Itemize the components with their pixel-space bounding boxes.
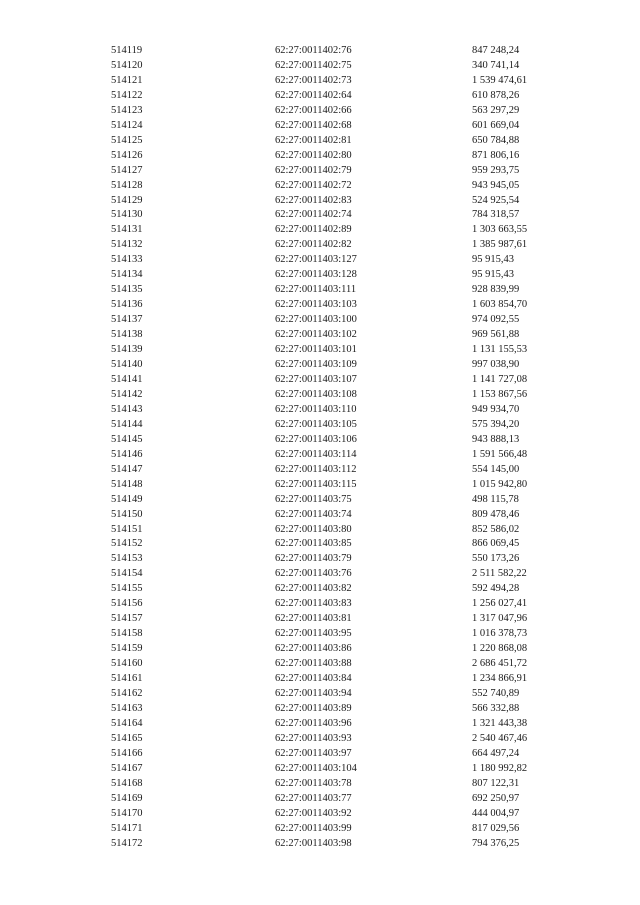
table-row <box>0 358 640 373</box>
table-row <box>0 283 640 298</box>
row-number: 514140 <box>111 359 143 371</box>
cadastral-value: 2 511 582,22 <box>472 568 527 580</box>
cadastral-value: 566 332,88 <box>472 702 520 714</box>
cadastral-value: 444 004,97 <box>472 807 520 819</box>
cadastral-number: 62:27:0011403:89 <box>275 702 352 714</box>
cadastral-number: 62:27:0011402:68 <box>275 119 352 131</box>
cadastral-value: 943 888,13 <box>472 433 520 445</box>
row-number: 514151 <box>111 523 143 535</box>
cadastral-value: 554 145,00 <box>472 463 520 475</box>
table-row <box>0 298 640 313</box>
cadastral-number: 62:27:0011403:106 <box>275 433 357 445</box>
table-row <box>0 313 640 328</box>
cadastral-value: 1 015 942,80 <box>472 478 528 490</box>
row-number: 514139 <box>111 344 143 356</box>
cadastral-value: 1 131 155,53 <box>472 344 528 356</box>
row-number: 514145 <box>111 433 143 445</box>
table-row <box>0 238 640 253</box>
cadastral-number: 62:27:0011402:64 <box>275 89 352 101</box>
cadastral-value: 1 321 443,38 <box>472 717 528 729</box>
cadastral-value: 575 394,20 <box>472 418 520 430</box>
table-row <box>0 388 640 403</box>
table-row <box>0 373 640 388</box>
table-row <box>0 194 640 209</box>
cadastral-number: 62:27:0011403:78 <box>275 777 352 789</box>
table-row <box>0 537 640 552</box>
cadastral-number: 62:27:0011402:73 <box>275 74 352 86</box>
cadastral-number: 62:27:0011403:115 <box>275 478 357 490</box>
table-row <box>0 448 640 463</box>
row-number: 514119 <box>111 45 143 56</box>
data-table <box>0 44 640 851</box>
cadastral-value: 610 878,26 <box>472 89 520 101</box>
table-row <box>0 642 640 657</box>
cadastral-value: 969 561,88 <box>472 329 520 341</box>
row-number: 514171 <box>111 822 143 834</box>
row-number: 514162 <box>111 687 143 699</box>
row-number: 514121 <box>111 74 143 86</box>
cadastral-value: 563 297,29 <box>472 104 520 116</box>
table-row <box>0 134 640 149</box>
cadastral-number: 62:27:0011403:104 <box>275 762 357 774</box>
table-row <box>0 822 640 837</box>
table-row <box>0 328 640 343</box>
row-number: 514144 <box>111 418 143 430</box>
cadastral-number: 62:27:0011403:76 <box>275 568 352 580</box>
cadastral-value: 550 173,26 <box>472 553 520 565</box>
cadastral-value: 866 069,45 <box>472 538 520 550</box>
cadastral-value: 943 945,05 <box>472 179 520 191</box>
cadastral-number: 62:27:0011403:75 <box>275 493 352 505</box>
cadastral-value: 1 256 027,41 <box>472 598 528 610</box>
cadastral-value: 1 016 378,73 <box>472 628 528 640</box>
cadastral-value: 650 784,88 <box>472 134 520 146</box>
row-number: 514154 <box>111 568 143 580</box>
cadastral-value: 95 915,43 <box>472 269 514 281</box>
table-row <box>0 149 640 164</box>
table-row <box>0 463 640 478</box>
table-row <box>0 343 640 358</box>
cadastral-number: 62:27:0011403:105 <box>275 418 357 430</box>
cadastral-number: 62:27:0011403:128 <box>275 269 357 281</box>
cadastral-number: 62:27:0011402:83 <box>275 194 352 206</box>
cadastral-number: 62:27:0011403:93 <box>275 732 352 744</box>
cadastral-number: 62:27:0011403:102 <box>275 329 357 341</box>
cadastral-value: 784 318,57 <box>472 209 520 221</box>
cadastral-number: 62:27:0011403:92 <box>275 807 352 819</box>
table-row <box>0 164 640 179</box>
cadastral-number: 62:27:0011403:86 <box>275 643 352 655</box>
row-number: 514150 <box>111 508 143 520</box>
row-number: 514163 <box>111 702 143 714</box>
cadastral-number: 62:27:0011403:79 <box>275 553 352 565</box>
table-row <box>0 597 640 612</box>
cadastral-value: 949 934,70 <box>472 403 520 415</box>
table-row <box>0 807 640 822</box>
cadastral-value: 1 234 866,91 <box>472 673 528 685</box>
cadastral-number: 62:27:0011403:88 <box>275 658 352 670</box>
cadastral-value: 1 317 047,96 <box>472 613 528 625</box>
row-number: 514137 <box>111 314 143 326</box>
cadastral-value: 592 494,28 <box>472 583 520 595</box>
cadastral-number: 62:27:0011402:66 <box>275 104 352 116</box>
table-row <box>0 747 640 762</box>
row-number: 514166 <box>111 747 143 759</box>
cadastral-number: 62:27:0011402:72 <box>275 179 352 191</box>
cadastral-value: 1 220 868,08 <box>472 643 528 655</box>
row-number: 514136 <box>111 299 143 311</box>
row-number: 514128 <box>111 179 143 191</box>
cadastral-number: 62:27:0011403:108 <box>275 388 357 400</box>
row-number: 514164 <box>111 717 143 729</box>
row-number: 514132 <box>111 239 143 251</box>
row-number: 514127 <box>111 164 143 176</box>
cadastral-number: 62:27:0011403:100 <box>275 314 357 326</box>
cadastral-value: 794 376,25 <box>472 837 520 849</box>
row-number: 514133 <box>111 254 143 266</box>
table-row <box>0 582 640 597</box>
cadastral-value: 959 293,75 <box>472 164 520 176</box>
cadastral-number: 62:27:0011403:84 <box>275 673 352 685</box>
table-row <box>0 418 640 433</box>
row-number: 514160 <box>111 658 143 670</box>
cadastral-value: 552 740,89 <box>472 687 520 699</box>
row-number: 514169 <box>111 792 143 804</box>
cadastral-value: 692 250,97 <box>472 792 520 804</box>
cadastral-value: 817 029,56 <box>472 822 520 834</box>
row-number: 514122 <box>111 89 143 101</box>
row-number: 514125 <box>111 134 143 146</box>
table-row <box>0 687 640 702</box>
cadastral-number: 62:27:0011403:85 <box>275 538 352 550</box>
cadastral-number: 62:27:0011403:95 <box>275 628 352 640</box>
table-row <box>0 74 640 89</box>
table-row <box>0 508 640 523</box>
table-row <box>0 792 640 807</box>
cadastral-value: 498 115,78 <box>472 493 519 505</box>
row-number: 514138 <box>111 329 143 341</box>
table-row <box>0 702 640 717</box>
cadastral-value: 1 153 867,56 <box>472 388 528 400</box>
row-number: 514129 <box>111 194 143 206</box>
table-row <box>0 104 640 119</box>
cadastral-value: 852 586,02 <box>472 523 520 535</box>
cadastral-number: 62:27:0011403:107 <box>275 373 357 385</box>
cadastral-number: 62:27:0011403:94 <box>275 687 352 699</box>
cadastral-number: 62:27:0011403:97 <box>275 747 352 759</box>
cadastral-number: 62:27:0011402:79 <box>275 164 352 176</box>
row-number: 514168 <box>111 777 143 789</box>
row-number: 514172 <box>111 837 143 849</box>
table-row <box>0 119 640 134</box>
row-number: 514156 <box>111 598 143 610</box>
table-row <box>0 89 640 104</box>
cadastral-number: 62:27:0011403:98 <box>275 837 352 849</box>
row-number: 514135 <box>111 284 143 296</box>
table-row <box>0 493 640 508</box>
table-row <box>0 253 640 268</box>
row-number: 514155 <box>111 583 143 595</box>
cadastral-number: 62:27:0011402:89 <box>275 224 352 236</box>
cadastral-number: 62:27:0011403:96 <box>275 717 352 729</box>
table-row <box>0 403 640 418</box>
cadastral-number: 62:27:0011403:112 <box>275 463 357 475</box>
row-number: 514131 <box>111 224 143 236</box>
row-number: 514165 <box>111 732 143 744</box>
table-row <box>0 762 640 777</box>
table-row <box>0 523 640 538</box>
table-row <box>0 208 640 223</box>
cadastral-value: 664 497,24 <box>472 747 520 759</box>
table-row <box>0 777 640 792</box>
cadastral-value: 809 478,46 <box>472 508 520 520</box>
table-row <box>0 567 640 582</box>
cadastral-number: 62:27:0011402:82 <box>275 239 352 251</box>
cadastral-number: 62:27:0011403:103 <box>275 299 357 311</box>
row-number: 514143 <box>111 403 143 415</box>
cadastral-number: 62:27:0011403:111 <box>275 284 357 296</box>
row-number: 514120 <box>111 59 143 71</box>
cadastral-value: 807 122,31 <box>472 777 520 789</box>
cadastral-number: 62:27:0011402:75 <box>275 59 352 71</box>
row-number: 514126 <box>111 149 143 161</box>
row-number: 514134 <box>111 269 143 281</box>
row-number: 514123 <box>111 104 143 116</box>
cadastral-number: 62:27:0011402:81 <box>275 134 352 146</box>
cadastral-number: 62:27:0011403:101 <box>275 344 357 356</box>
cadastral-number: 62:27:0011403:109 <box>275 359 357 371</box>
table-row <box>0 837 640 852</box>
cadastral-value: 2 540 467,46 <box>472 732 528 744</box>
cadastral-number: 62:27:0011403:114 <box>275 448 357 460</box>
row-number: 514159 <box>111 643 143 655</box>
table-row <box>0 657 640 672</box>
table-row <box>0 612 640 627</box>
cadastral-value: 871 806,16 <box>472 149 520 161</box>
cadastral-value: 1 303 663,55 <box>472 224 528 236</box>
row-number: 514152 <box>111 538 143 550</box>
table-row <box>0 59 640 74</box>
table-row <box>0 433 640 448</box>
cadastral-number: 62:27:0011403:81 <box>275 613 352 625</box>
row-number: 514149 <box>111 493 143 505</box>
cadastral-value: 974 092,55 <box>472 314 520 326</box>
cadastral-number: 62:27:0011403:77 <box>275 792 352 804</box>
cadastral-value: 997 038,90 <box>472 359 520 371</box>
row-number: 514142 <box>111 388 143 400</box>
cadastral-value: 1 539 474,61 <box>472 74 528 86</box>
cadastral-value: 928 839,99 <box>472 284 520 296</box>
cadastral-value: 601 669,04 <box>472 119 520 131</box>
table-row <box>0 732 640 747</box>
cadastral-value: 95 915,43 <box>472 254 514 266</box>
cadastral-number: 62:27:0011402:80 <box>275 149 352 161</box>
table-row <box>0 268 640 283</box>
cadastral-number: 62:27:0011403:99 <box>275 822 352 834</box>
cadastral-value: 1 603 854,70 <box>472 299 528 311</box>
cadastral-value: 1 180 992,82 <box>472 762 528 774</box>
row-number: 514158 <box>111 628 143 640</box>
cadastral-value: 1 591 566,48 <box>472 448 528 460</box>
cadastral-number: 62:27:0011403:74 <box>275 508 352 520</box>
cadastral-value: 2 686 451,72 <box>472 658 528 670</box>
row-number: 514124 <box>111 119 143 131</box>
row-number: 514170 <box>111 807 143 819</box>
row-number: 514147 <box>111 463 143 475</box>
cadastral-number: 62:27:0011402:74 <box>275 209 352 221</box>
cadastral-value: 524 925,54 <box>472 194 520 206</box>
row-number: 514167 <box>111 762 143 774</box>
row-number: 514146 <box>111 448 143 460</box>
table-row <box>0 223 640 238</box>
table-row <box>0 627 640 642</box>
table-row <box>0 672 640 687</box>
cadastral-value: 1 385 987,61 <box>472 239 528 251</box>
row-number: 514161 <box>111 673 143 685</box>
cadastral-number: 62:27:0011403:82 <box>275 583 352 595</box>
row-number: 514130 <box>111 209 143 221</box>
cadastral-number: 62:27:0011403:83 <box>275 598 352 610</box>
cadastral-number: 62:27:0011403:110 <box>275 403 357 415</box>
row-number: 514157 <box>111 613 143 625</box>
cadastral-value: 1 141 727,08 <box>472 373 528 385</box>
row-number: 514148 <box>111 478 143 490</box>
cadastral-number: 62:27:0011402:76 <box>275 45 352 56</box>
cadastral-value: 340 741,14 <box>472 59 520 71</box>
cadastral-number: 62:27:0011403:80 <box>275 523 352 535</box>
row-number: 514141 <box>111 373 143 385</box>
cadastral-value: 847 248,24 <box>472 45 520 56</box>
table-row <box>0 44 640 59</box>
table-row <box>0 717 640 732</box>
table-row <box>0 552 640 567</box>
cadastral-number: 62:27:0011403:127 <box>275 254 357 266</box>
table-row <box>0 179 640 194</box>
row-number: 514153 <box>111 553 143 565</box>
table-row <box>0 478 640 493</box>
